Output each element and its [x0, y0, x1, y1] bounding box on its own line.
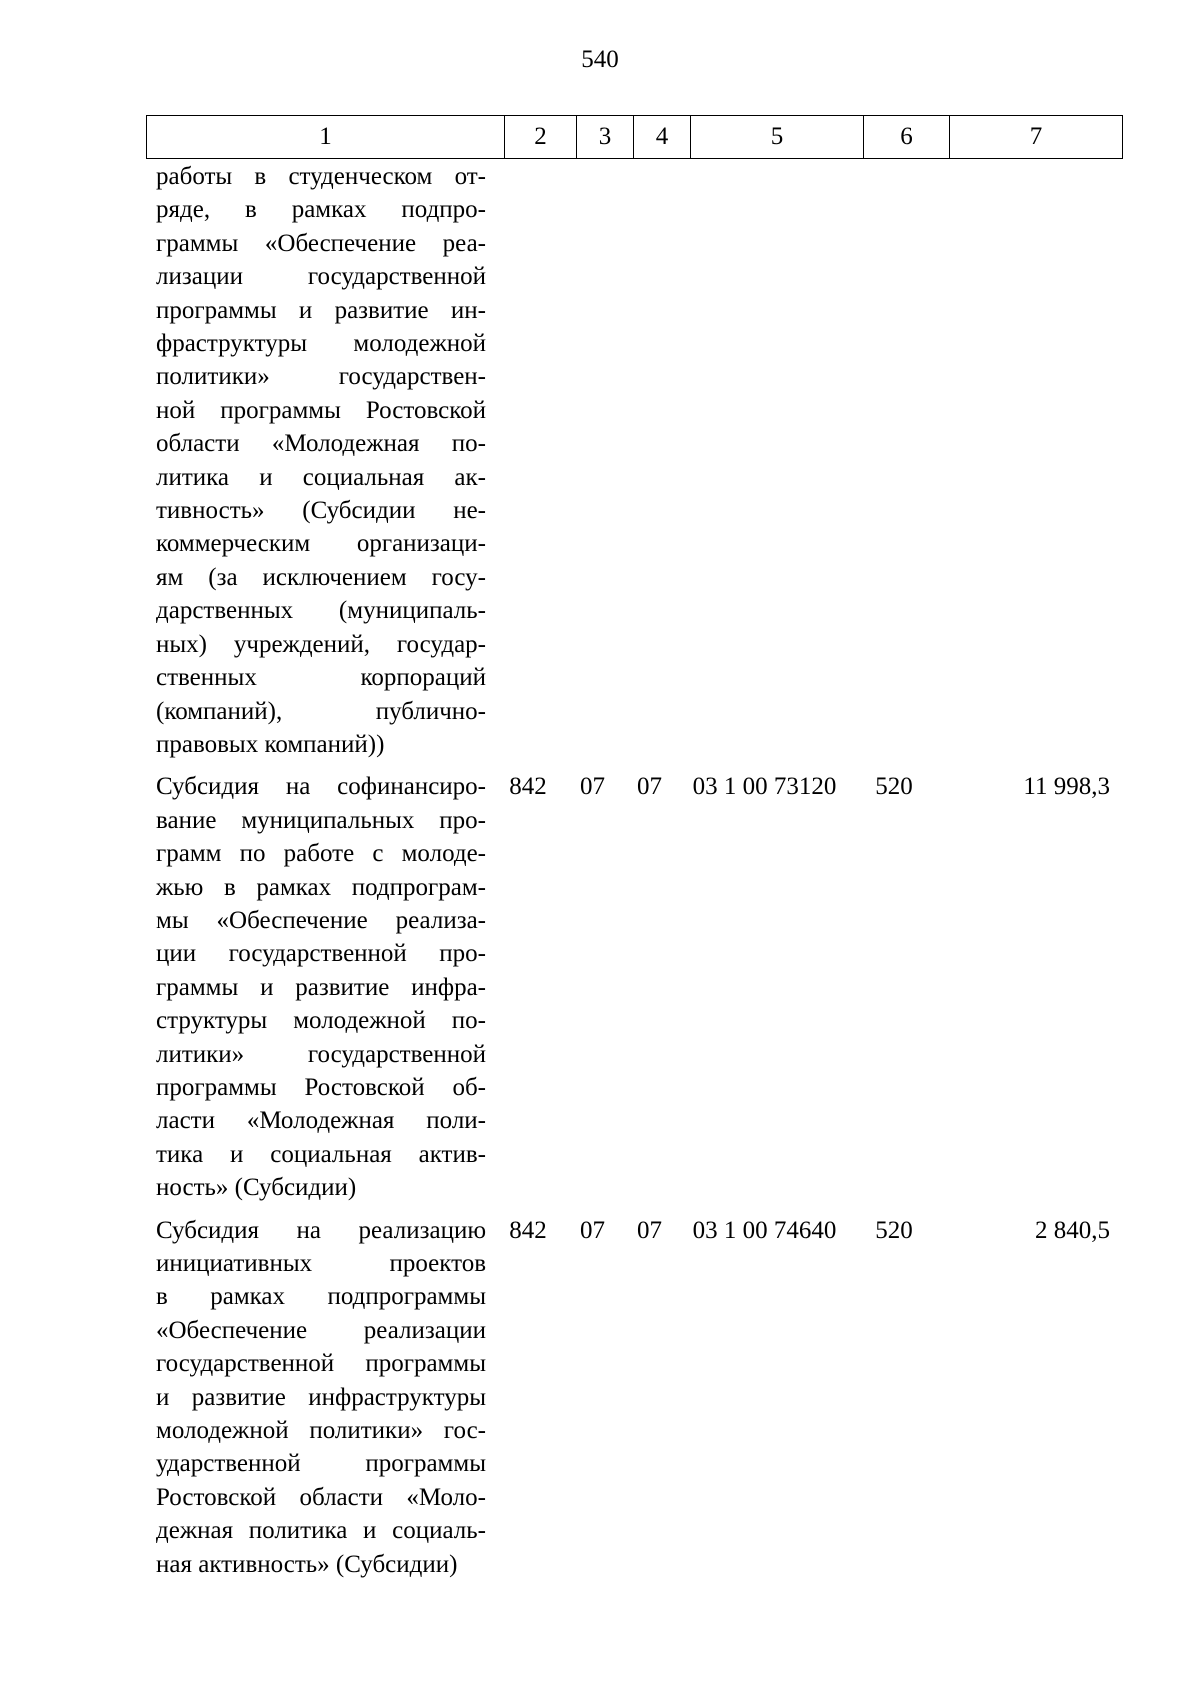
description-line: ударственной программы: [156, 1450, 486, 1478]
description-line: структуры молодежной по-: [156, 1007, 486, 1035]
section-code: 07: [580, 773, 605, 801]
description-line: «Обеспечение реализации: [156, 1316, 486, 1344]
description-line: ная активность» (Субсидии): [156, 1550, 458, 1578]
ministry-code: 842: [509, 773, 547, 801]
description-line: коммерческим организаци-: [156, 530, 486, 558]
description-line: Ростовской области «Моло-: [156, 1483, 486, 1511]
description-line: и развитие инфраструктуры: [156, 1383, 486, 1411]
column-header-7: 7: [950, 116, 1123, 159]
description-line: мы «Обеспечение реализа-: [156, 906, 486, 934]
column-header-2: 2: [505, 116, 577, 159]
description-line: программы и развитие ин-: [156, 296, 486, 324]
description-line: молодежной политики» гос-: [156, 1417, 486, 1445]
description-line: правовых компаний)): [156, 730, 385, 758]
column-header-3: 3: [577, 116, 634, 159]
description-line: ной программы Ростовской: [156, 396, 486, 424]
section-code: 07: [580, 1216, 605, 1244]
column-header-4: 4: [634, 116, 691, 159]
description-line: ям (за исключением госу-: [156, 563, 486, 591]
description-line: инициативных проектов: [156, 1250, 486, 1277]
expense-type-code: 520: [875, 1216, 913, 1244]
description-line: дарственных (муниципаль-: [156, 597, 486, 625]
description-line: фраструктуры молодежной: [156, 330, 486, 358]
description-line: ственных корпораций: [156, 664, 486, 692]
column-header-row: [147, 116, 1123, 159]
description-line: ных) учреждений, государ-: [156, 630, 486, 658]
description-line: области «Молодежная по-: [156, 430, 486, 458]
description-line: литика и социальная ак-: [156, 463, 486, 491]
description-line: работы в студенческом от-: [156, 163, 486, 190]
description-line: программы Ростовской об-: [156, 1073, 486, 1101]
column-header-1: 1: [147, 116, 505, 159]
table-row: [146, 160, 1122, 761]
subsection-code: 07: [637, 1216, 662, 1244]
column-header-table: [146, 115, 1123, 159]
description-line: ряде, в рамках подпро-: [156, 196, 486, 224]
row-description: [146, 1214, 492, 1581]
expense-type-code: 520: [875, 773, 913, 801]
description-line: жью в рамках подпрограм-: [156, 873, 486, 901]
page-number: 540: [581, 46, 619, 73]
description-line: вание муниципальных про-: [156, 806, 486, 834]
target-article-code: 03 1 00 74640: [692, 1216, 837, 1244]
amount-value: 11 998,3: [1023, 773, 1110, 801]
row-description: [146, 160, 492, 761]
description-line: дежная политика и социаль-: [156, 1517, 486, 1545]
subsection-code: 07: [637, 773, 662, 801]
description-line: ность» (Субсидии): [156, 1174, 357, 1202]
description-line: в рамках подпрограммы: [156, 1283, 486, 1311]
description-line: ции государственной про-: [156, 940, 486, 968]
description-line: Субсидия на реализацию: [156, 1216, 486, 1244]
ministry-code: 842: [509, 1216, 547, 1244]
description-line: Субсидия на софинансиро-: [156, 773, 486, 801]
amount-value: 2 840,5: [1035, 1216, 1110, 1244]
description-line: государственной программы: [156, 1350, 486, 1378]
description-line: грамм по работе с молоде-: [156, 840, 486, 868]
table-row: [146, 770, 1122, 1204]
description-line: тивность» (Субсидии не-: [156, 497, 486, 525]
description-line: (компаний), публично-: [156, 697, 486, 725]
description-line: тика и социальная актив-: [156, 1140, 486, 1168]
description-line: граммы и развитие инфра-: [156, 973, 486, 1001]
description-line: политики» государствен-: [156, 363, 486, 391]
row-description: [146, 770, 492, 1204]
target-article-code: 03 1 00 73120: [692, 773, 837, 801]
description-line: литики» государственной: [156, 1040, 486, 1068]
column-header-6: 6: [864, 116, 950, 159]
budget-table-body: [146, 160, 1122, 1590]
column-header-5: 5: [691, 116, 864, 159]
description-line: лизации государственной: [156, 263, 486, 291]
description-line: граммы «Обеспечение реа-: [156, 229, 486, 257]
table-row: [146, 1214, 1122, 1581]
description-line: ласти «Молодежная поли-: [156, 1107, 486, 1135]
